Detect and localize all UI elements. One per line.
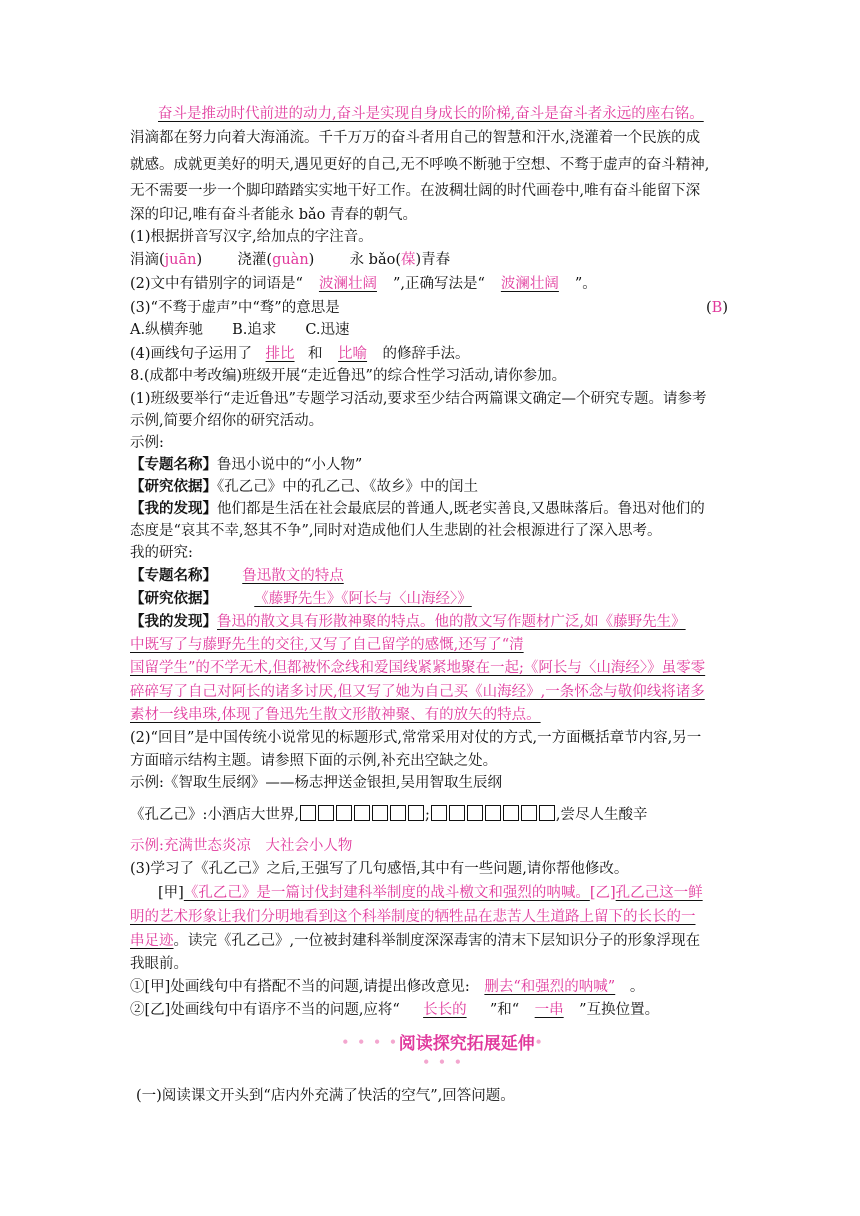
blank-boxes-2: [430, 805, 556, 825]
q2-line: (2)文中有错别字的词语是“ 波澜壮阔 ”,正确写法是“ 波澜壮阔 ”。: [130, 276, 597, 292]
example-basis: 【研究依据】《孔乙己》中的孔乙己、《故乡》中的闰土: [130, 478, 478, 495]
q8-part3-a: ①[甲]处画线句中有搭配不当的问题,请提出修改意见: 删去“和强烈的呐喊” 。: [130, 979, 645, 995]
q8-part3-para-2: 明的艺术形象让我们分明地看到这个科举制度的牺牲品在悲苦人生道路上留下的长长的一: [130, 909, 696, 925]
reading-stem: (一)阅读课文开头到“店内外充满了快活的空气”,回答问题。: [136, 1088, 515, 1104]
my-finding-4: 碎碎写了自己对阿长的诸多讨厌,但又写了她为自己买《山海经》,一条怀念与敬仰线将诸多: [130, 684, 705, 700]
q1-answers: [130, 250, 450, 270]
my-finding-2: 中既写了与藤野先生的交往,又写了自己留学的感慨,还写了“清: [130, 637, 524, 653]
my-research-label: 我的研究:: [130, 545, 193, 561]
banner-dots-left: • • • •: [341, 1035, 399, 1049]
example-finding-1: 【我的发现】他们都是生活在社会最底层的普通人,既老实善良,又愚昧落后。鲁迅对他们的: [130, 500, 705, 517]
banner-dots-right: • • • •: [422, 1035, 545, 1069]
q3-stem: (3)“不骛于虚声”中“骛”的意思是: [130, 300, 340, 316]
q8-part3-stem: (3)学习了《孔乙己》之后,王强写了几句感悟,其中有一些问题,请你帮他修改。: [130, 861, 629, 877]
intro-line-2: 涓滴都在努力向着大海涌流。千千万万的奋斗者用自己的智慧和汗水,浇灌着一个民族的成: [130, 130, 701, 146]
section-banner: [338, 1029, 548, 1069]
q8-part2-question: 《孔乙己》:小酒店大世界, ; ,尝尽人生酸辛: [130, 807, 648, 823]
my-finding-3: 国留学生”的不学无术,但都被怀念线和爱国线紧紧地聚在一起;《阿长与〈山海经〉》虽零零: [130, 660, 706, 676]
q1-stem: (1)根据拼音写汉字,给加点的字注音。: [130, 229, 373, 245]
q8-stem: 8.(成都中考改编)班级开展“走近鲁迅”的综合性学习活动,请你参加。: [130, 368, 567, 384]
my-basis: 【研究依据】 《藤野先生》《阿长与〈山海经〉》: [130, 590, 472, 607]
q4-answer-1: 排比: [265, 346, 295, 362]
q4-line: (4)画线句子运用了 排比 和 比喻 的修辞手法。: [130, 346, 470, 362]
q8-part1-line-1: (1)班级要举行“走近鲁迅”专题学习活动,要求至少结合两篇课文确定—个研究专题。请参考: [130, 391, 707, 407]
q8-part3-b: ②[乙]处画线句中有语序不当的问题,应将“ 长长的 ”和“ 一串 ”互换位置。: [130, 1002, 660, 1018]
q1-word-1: 涓滴(juān): [130, 252, 203, 268]
q4-answer-2: 比喻: [338, 346, 368, 362]
q3-answer: (B): [706, 300, 728, 316]
q8-part3-para-3: 串足迹。读完《孔乙己》,一位被封建科举制度深深毒害的清末下层知识分子的形象浮现在: [130, 933, 701, 949]
q8-part2-line-2: 方面暗示结构主题。请参照下面的示例,补充出空缺之处。: [130, 753, 498, 769]
intro-line-3: 就感。成就更美好的明天,遇见更好的自己,无不呼唤不断驰于空想、不骛于虚声的奋斗精神,: [130, 157, 710, 173]
q2-answer-2: 波澜壮阔: [500, 276, 559, 292]
q2-answer-1: 波澜壮阔: [318, 276, 377, 292]
my-topic: 【专题名称】 鲁迅散文的特点: [130, 567, 344, 584]
example-topic: 【专题名称】鲁迅小说中的“小人物”: [130, 456, 363, 473]
my-finding-1: 【我的发现】鲁迅的散文具有形散神聚的特点。他的散文写作题材广泛,如《藤野先生》: [130, 613, 686, 630]
intro-line-4: 无不需要一步一个脚印踏踏实实地干好工作。在波稠壮阔的时代画卷中,唯有奋斗能留下深: [130, 183, 701, 199]
my-finding-5: 素材一线串珠,体现了鲁迅先生散文形散神聚、有的放矢的特点。: [130, 707, 541, 723]
q8-part3-para-1: [甲]《孔乙己》是一篇讨伐封建科举制度的战斗檄文和强烈的呐喊。[乙]孔乙己这一鲜: [158, 885, 703, 901]
q1-word-2: 浇灌(guàn): [237, 252, 315, 268]
q3-options: A.纵横奔驰 B.追求 C.迅速: [130, 322, 350, 338]
example-label: 示例:: [130, 435, 164, 451]
q8-part3-para-4: 我眼前。: [130, 956, 188, 972]
blank-boxes-1: [299, 805, 425, 825]
q8-part2-line-1: (2)“回目”是中国传统小说常见的标题形式,常常采用对仗的方式,一方面概括章节内容,另一: [130, 730, 702, 746]
banner-title: 阅读探究拓展延伸: [398, 1034, 535, 1054]
q1-word-3: 永 bǎo(葆)青春: [349, 252, 451, 268]
q8-part2-answer: 示例:充满世态炎凉 大社会小人物: [130, 838, 353, 854]
intro-line-1: 奋斗是推动时代前进的动力,奋斗是实现自身成长的阶梯,奋斗是奋斗者永远的座右铭。: [158, 106, 704, 122]
intro-line-5: 深的印记,唯有奋斗者能永 bǎo 青春的朝气。: [130, 207, 417, 223]
q8-part1-line-2: 示例,简要介绍你的研究活动。: [130, 413, 324, 429]
example-finding-2: 态度是“哀其不幸,怒其不争”,同时对造成他们人生悲剧的社会根源进行了深入思考。: [130, 523, 662, 539]
q8-part2-example: 示例:《智取生辰纲》——杨志押送金银担,吴用智取生辰纲: [130, 775, 502, 791]
